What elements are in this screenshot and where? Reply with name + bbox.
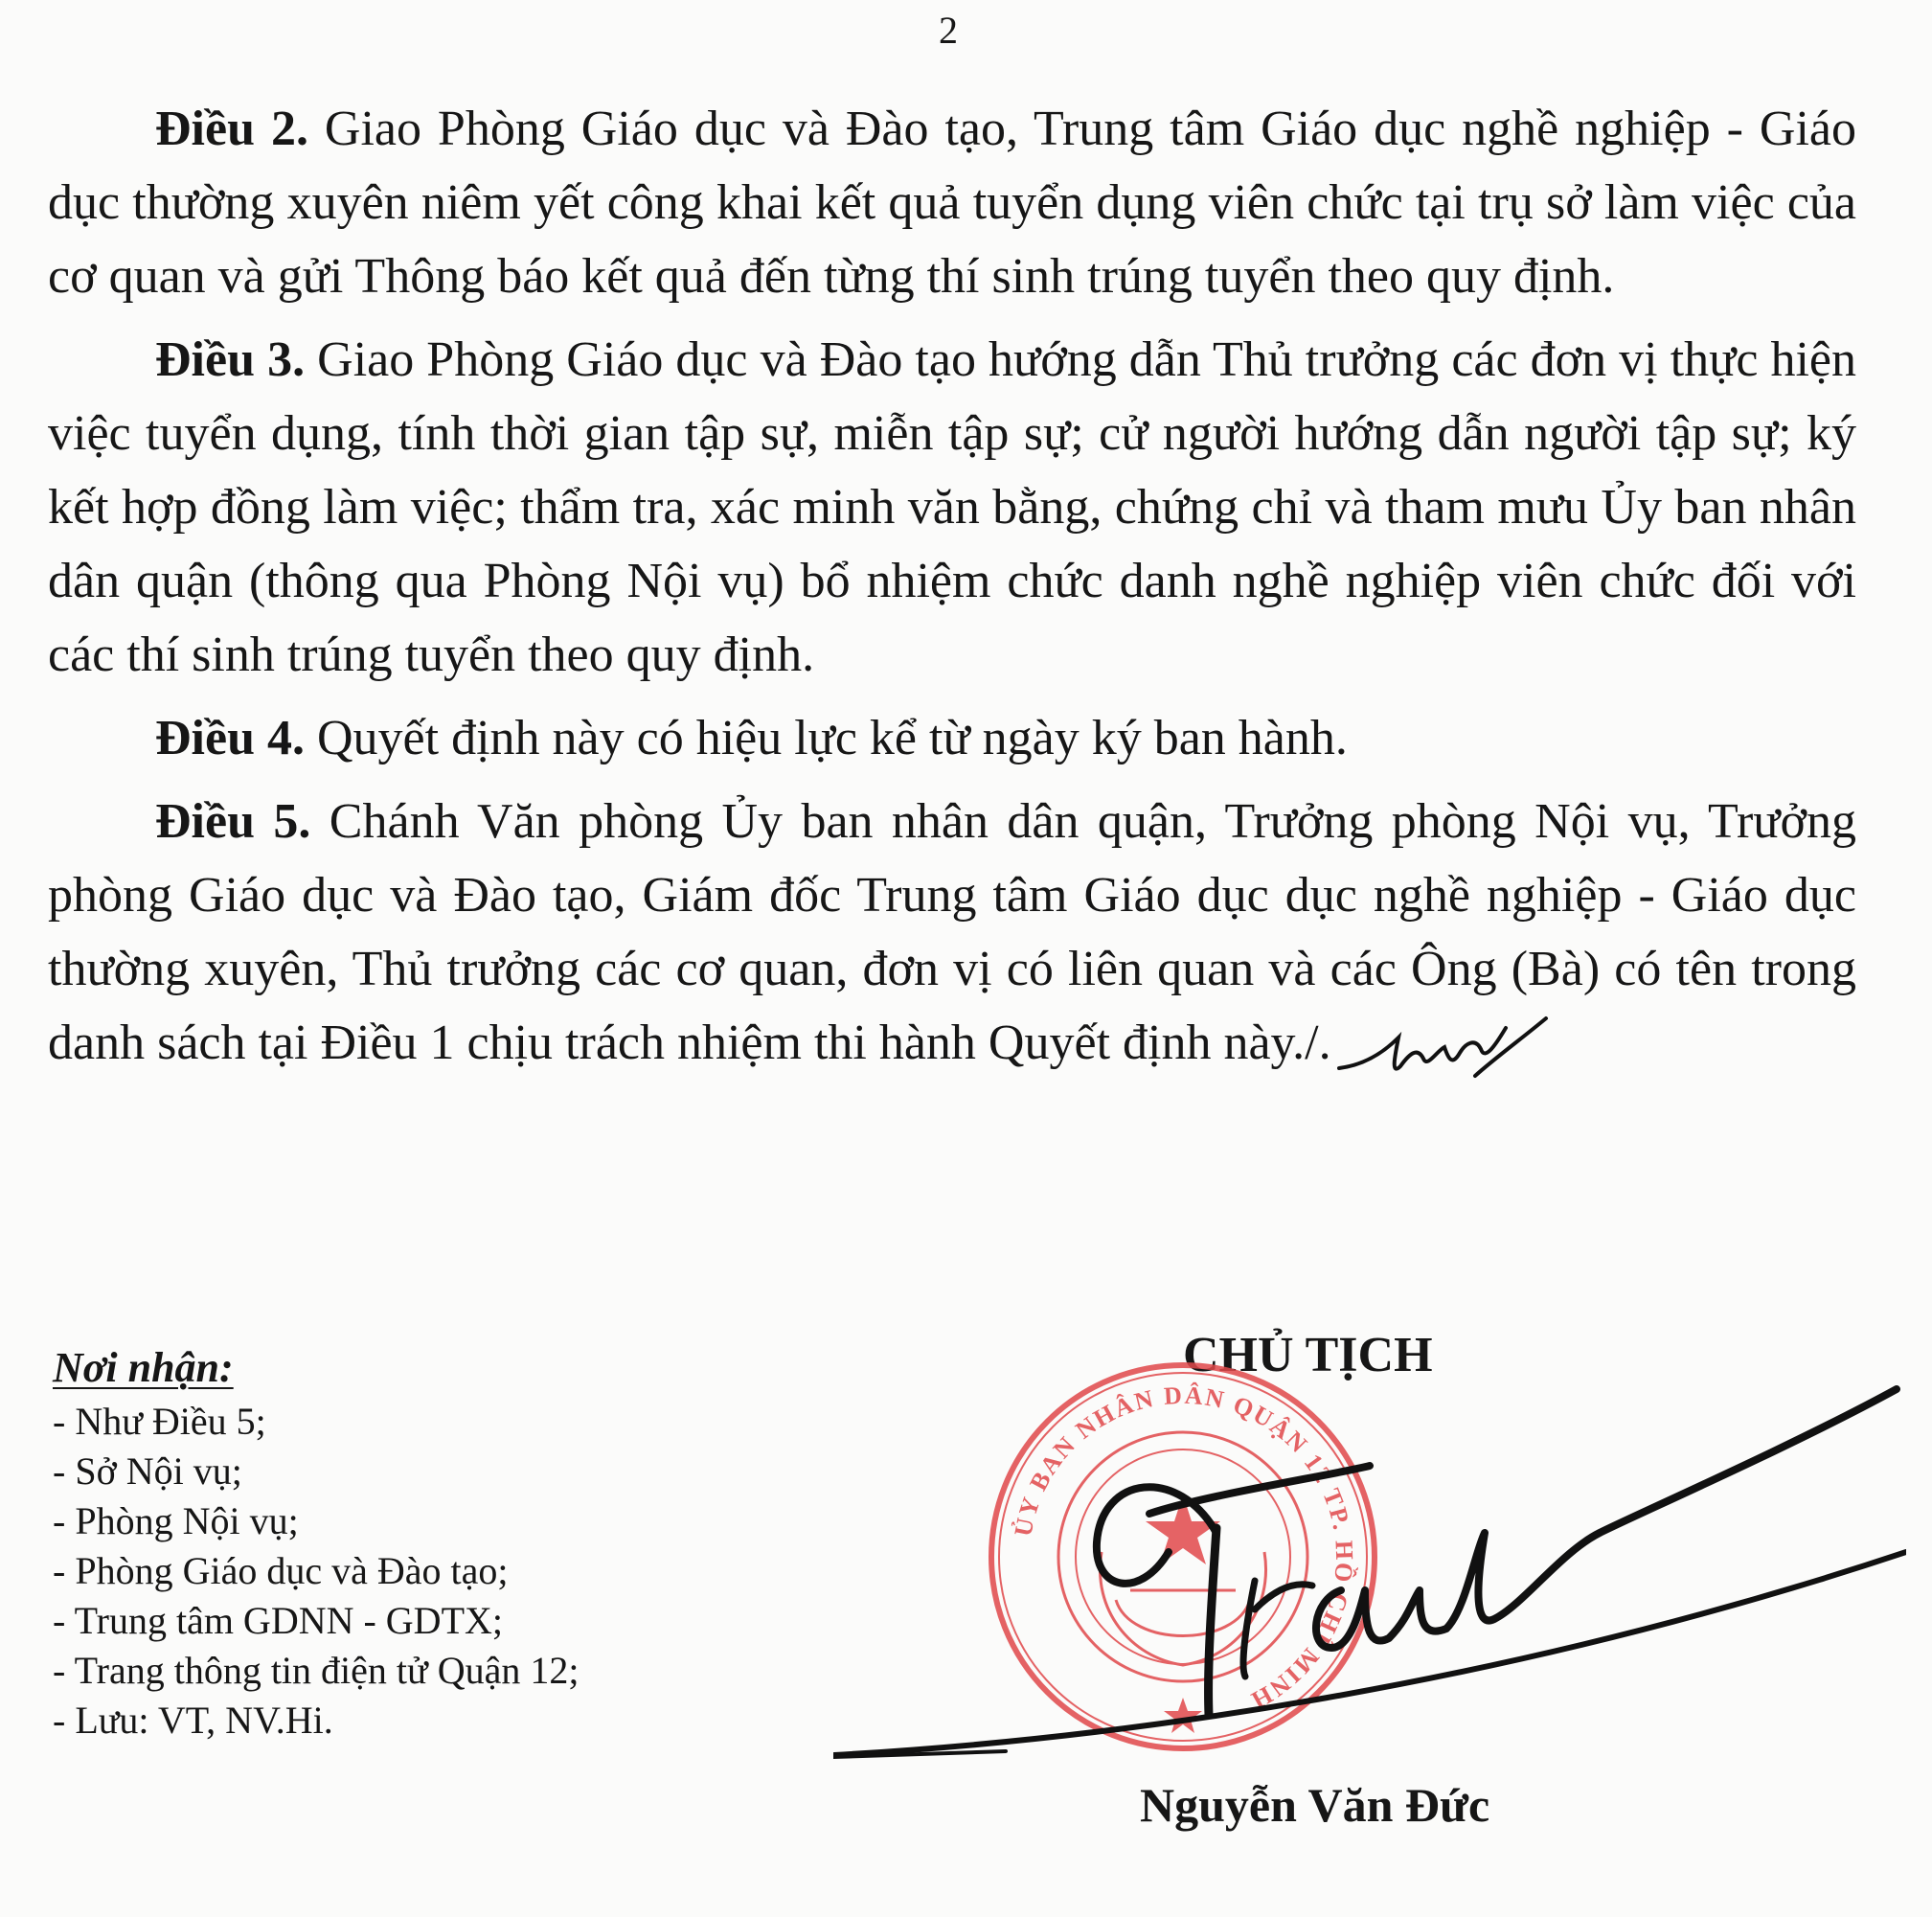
article-text: Quyết định này có hiệu lực kể từ ngày ký ban hành. xyxy=(305,711,1348,765)
signer-name: Nguyễn Văn Đức xyxy=(1140,1778,1490,1832)
article-4 xyxy=(48,701,1856,775)
article-label: Điều 4. xyxy=(155,711,305,765)
article-2 xyxy=(48,92,1856,313)
signer-title: CHỦ TỊCH xyxy=(1183,1328,1433,1382)
svg-text:ỦY BAN NHÂN DÂN QUẬN 12 TP. HỒ: ỦY BAN NHÂN DÂN QUẬN 12 TP. HỒ CHÍ MINH xyxy=(1009,1381,1359,1716)
recipients-list xyxy=(53,1397,579,1746)
article-label: Điều 2. xyxy=(155,102,308,156)
article-3 xyxy=(48,323,1856,692)
recipient-item: - Phòng Nội vụ; xyxy=(53,1499,299,1542)
article-text: Giao Phòng Giáo dục và Đào tạo, Trung tâm Giáo dục nghề nghiệp - Giáo dục thường xuyên niêm yết công khai kết quả tuyển dụng viên chức tại trụ sở làm việc của cơ quan và gửi Thông báo kết quả đến từng thí sinh trúng tuyển theo quy định. xyxy=(48,102,1856,304)
recipients-heading: Nơi nhận: xyxy=(53,1344,234,1391)
page-number: 2 xyxy=(939,9,958,52)
article-text: Giao Phòng Giáo dục và Đào tạo hướng dẫn Thủ trưởng các đơn vị thực hiện việc tuyển dụng, tính thời gian tập sự, miễn tập sự; cử người hướng dẫn người tập sự; ký kết hợp đồng làm việc; thẩm tra, xác minh văn bằng, chứng chỉ và tham mưu Ủy ban nhân dân quận (thông qua Phòng Nội vụ) bổ nhiệm chức danh nghề nghiệp viên chức đối với các thí sinh trúng tuyển theo quy định. xyxy=(48,332,1857,682)
recipient-item: - Trung tâm GDNN - GDTX; xyxy=(53,1599,503,1642)
document-body xyxy=(48,92,1856,1095)
recipient-item: - Trang thông tin điện tử Quận 12; xyxy=(53,1649,580,1692)
recipients-block xyxy=(53,1343,579,1746)
article-label: Điều 5. xyxy=(155,794,311,849)
article-text: Chánh Văn phòng Ủy ban nhân dân quận, Trưởng phòng Nội vụ, Trưởng phòng Giáo dục và Đào tạo, Giám đốc Trung tâm Giáo dục dục nghề nghiệp - Giáo dục thường xuyên, Thủ trưởng các cơ quan, đơn vị có liên quan và các Ông (Bà) có tên trong danh sách tại Điều 1 chịu trách nhiệm thi hành Quyết định này./. xyxy=(48,794,1856,1070)
article-label: Điều 3. xyxy=(155,332,306,387)
recipient-item: - Lưu: VT, NV.Hi. xyxy=(53,1699,333,1742)
chairman-signature xyxy=(833,1360,1906,1820)
recipient-item: - Phòng Giáo dục và Đào tạo; xyxy=(53,1549,509,1592)
recipient-item: - Sở Nội vụ; xyxy=(53,1449,242,1493)
article-5 xyxy=(48,785,1856,1085)
initial-signature xyxy=(1331,1009,1552,1085)
recipient-item: - Như Điều 5; xyxy=(53,1400,266,1443)
